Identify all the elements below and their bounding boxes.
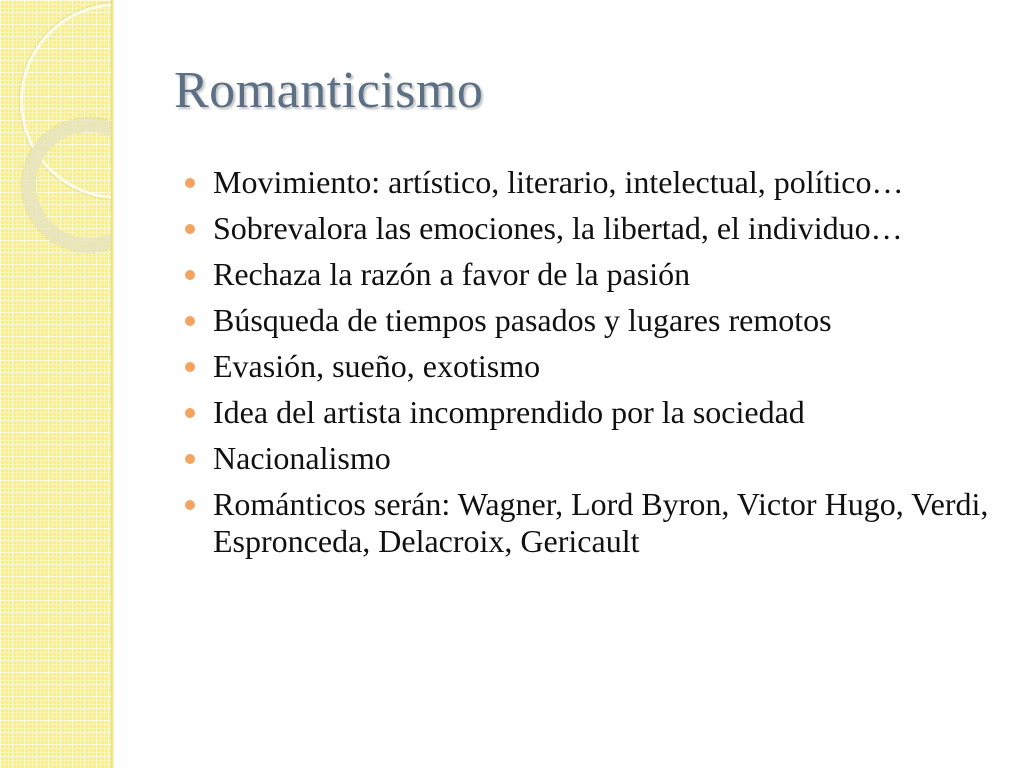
- bullet-item: [185, 486, 1005, 560]
- bullet-item: [185, 256, 1005, 293]
- bullet-item: [185, 210, 1005, 247]
- bullet-dot-icon: [185, 362, 195, 372]
- bullet-item: [185, 348, 1005, 385]
- bullet-item: [185, 394, 1005, 431]
- bullet-item: [185, 302, 1005, 339]
- bullet-text: Nacionalismo: [213, 440, 391, 476]
- bullet-dot-icon: [185, 408, 195, 418]
- bullet-text: Evasión, sueño, exotismo: [213, 348, 541, 384]
- bullet-text: Búsqueda de tiempos pasados y lugares remotos: [213, 302, 832, 338]
- bullet-dot-icon: [185, 454, 195, 464]
- bullet-dot-icon: [185, 178, 195, 188]
- slide-title: Romanticismo: [174, 62, 484, 119]
- bullet-text: Sobrevalora las emociones, la libertad, el individuo…: [213, 210, 903, 246]
- bullet-dot-icon: [185, 270, 195, 280]
- bullet-text: Rechaza la razón a favor de la pasión: [213, 256, 691, 292]
- bullet-item: [185, 440, 1005, 477]
- decorative-side-strip: [0, 0, 113, 768]
- bullet-text: Movimiento: artístico, literario, intelectual, político…: [213, 164, 904, 200]
- bullet-dot-icon: [185, 500, 195, 510]
- bullet-dot-icon: [185, 316, 195, 326]
- side-strip-edge: [111, 0, 114, 768]
- bullet-text: Idea del artista incomprendido por la sociedad: [213, 394, 805, 430]
- bullet-item: [185, 164, 1005, 201]
- bullet-dot-icon: [185, 224, 195, 234]
- bullet-list: [185, 164, 1005, 569]
- bullet-text: Románticos serán: Wagner, Lord Byron, Victor Hugo, Verdi, Espronceda, Delacroix, Gericault: [213, 486, 989, 559]
